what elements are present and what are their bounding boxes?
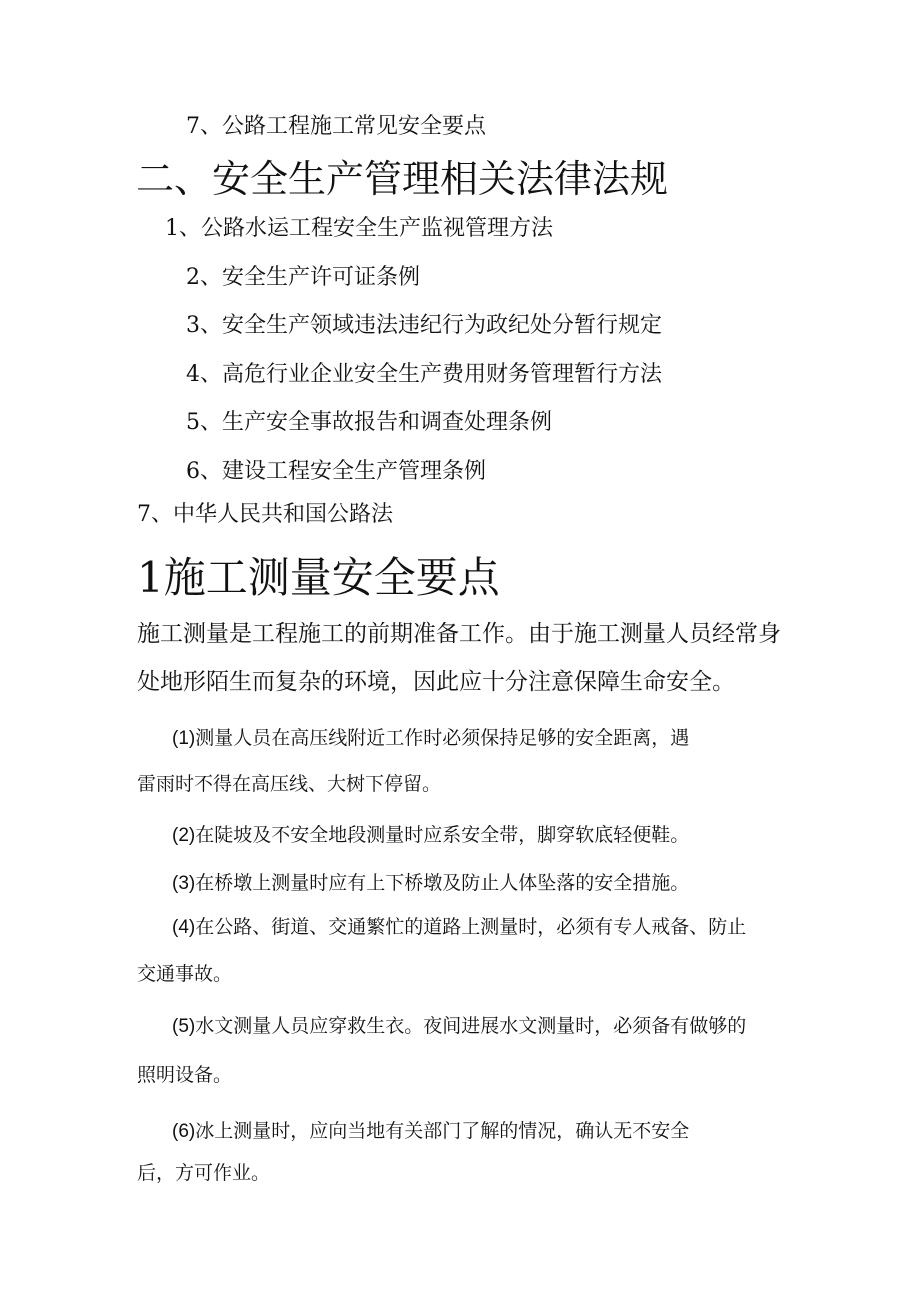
section-heading-survey: 1施工测量安全要点 [137, 553, 500, 602]
rule-3-text: 在桥墩上测量时应有上下桥墩及防止人体坠落的安全措施。 [195, 872, 690, 894]
rule-2-number: (2) [172, 825, 196, 846]
rule-1-line-1 [172, 729, 689, 748]
rule-6-line-1 [172, 1122, 689, 1141]
rule-6-line-2: 后，方可作业。 [137, 1162, 271, 1184]
law-item-2: 2、安全生产许可证条例 [186, 265, 420, 290]
rule-4-number: (4) [172, 917, 196, 938]
rule-2-text: 在陡坡及不安全地段测量时应系安全带，脚穿软底轻便鞋。 [195, 824, 690, 846]
law-item-4: 4、高危行业企业安全生产费用财务管理暂行方法 [186, 362, 662, 387]
rule-1-text-a: 测量人员在高压线附近工作时必须保持足够的安全距离，遇 [195, 727, 690, 749]
rule-5-line-1 [172, 1017, 746, 1036]
rule-4-line-2: 交通事故。 [137, 963, 233, 985]
law-item-5: 5、生产安全事故报告和调查处理条例 [186, 410, 552, 435]
rule-4-text-a: 在公路、街道、交通繁忙的道路上测量时，必须有专人戒备、防止 [195, 916, 747, 938]
intro-line-2: 处地形陌生而复杂的环境，因此应十分注意保障生命安全。 [137, 669, 735, 695]
rule-6-number: (6) [172, 1121, 196, 1142]
rule-2 [172, 826, 689, 845]
section-heading-laws: 二、安全生产管理相关法律法规 [136, 157, 669, 201]
rule-5-text-a: 水文测量人员应穿救生衣。夜间进展水文测量时，必须备有做够的 [195, 1015, 747, 1037]
law-item-3: 3、安全生产领域违法违纪行为政纪处分暂行规定 [186, 313, 662, 338]
rule-6-text-a: 冰上测量时，应向当地有关部门了解的情况，确认无不安全 [195, 1120, 690, 1142]
rule-5-number: (5) [172, 1016, 196, 1037]
rule-1-line-2: 雷雨时不得在高压线、大树下停留。 [137, 773, 442, 795]
rule-1-number: (1) [172, 728, 196, 749]
law-item-7: 7、中华人民共和国公路法 [137, 502, 393, 527]
law-item-6: 6、建设工程安全生产管理条例 [186, 459, 486, 484]
rule-3-number: (3) [172, 873, 196, 894]
list-item-highway-safety: 7、公路工程施工常见安全要点 [186, 114, 486, 139]
rule-3 [172, 874, 689, 893]
law-item-1: 1、公路水运工程安全生产监视管理方法 [165, 216, 553, 241]
intro-line-1: 施工测量是工程施工的前期准备工作。由于施工测量人员经常身 [137, 621, 781, 647]
rule-4-line-1 [172, 918, 746, 937]
rule-5-line-2: 照明设备。 [137, 1064, 233, 1086]
